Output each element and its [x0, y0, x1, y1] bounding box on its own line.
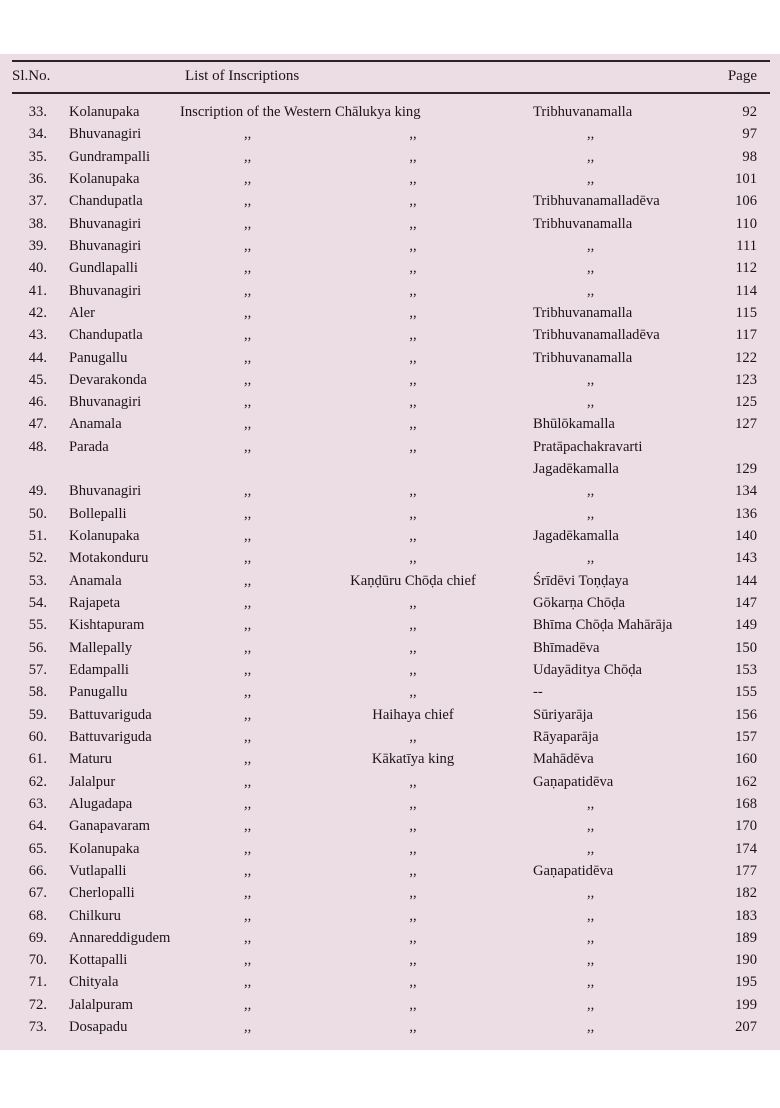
page-number: 136 — [735, 505, 757, 522]
serial-number: 71. — [28, 974, 47, 991]
dynasty: ,, — [409, 1019, 417, 1036]
serial-number: 53. — [28, 572, 47, 589]
ruler-name: ,, — [587, 952, 595, 969]
table-row — [0, 257, 780, 279]
place-name: Cherlopalli — [69, 885, 135, 902]
place-name: Vutlapalli — [69, 862, 127, 879]
header-list-of-inscriptions: List of Inscriptions — [185, 68, 300, 84]
dynasty: ,, — [409, 237, 417, 254]
ruler-name: Udayāditya Chōḍa — [533, 662, 643, 678]
serial-number: 40. — [28, 260, 47, 277]
page-number: 156 — [735, 706, 757, 723]
ruler-name: Tribhuvanamalladēva — [533, 193, 660, 210]
page-number: 177 — [735, 862, 757, 879]
dynasty: ,, — [409, 617, 417, 634]
ruler-name-continued: Jagadēkamalla — [533, 461, 619, 478]
page-number: 189 — [735, 929, 757, 946]
place-name: Panugallu — [69, 349, 128, 366]
ruler-name: ,, — [587, 929, 595, 946]
place-name: Chandupatla — [69, 327, 143, 344]
ruler-name: Bhīma Chōḍa Mahārāja — [533, 617, 673, 634]
serial-number: 67. — [28, 885, 47, 902]
serial-number: 52. — [28, 550, 47, 567]
place-name: Gundlapalli — [69, 260, 138, 277]
ruler-name: Bhūlōkamalla — [533, 416, 615, 433]
table-row — [0, 771, 780, 793]
page-number: 134 — [735, 483, 757, 500]
table-row — [0, 503, 780, 525]
ditto-mark: ,, — [244, 617, 252, 634]
place-name: Bhuvanagiri — [69, 483, 142, 500]
table-row — [0, 123, 780, 145]
ditto-mark: ,, — [244, 282, 252, 299]
ruler-name: ,, — [587, 505, 595, 522]
serial-number: 36. — [28, 170, 47, 187]
page-number: 182 — [735, 885, 757, 902]
dynasty: ,, — [409, 595, 417, 612]
page-number: 97 — [742, 126, 757, 143]
page-number: 149 — [735, 617, 757, 634]
page-number: 115 — [735, 304, 757, 321]
serial-number: 51. — [28, 528, 47, 545]
table-row — [0, 637, 780, 659]
ruler-name: Rāyaparāja — [533, 728, 599, 745]
place-name: Battuvariguda — [69, 728, 152, 745]
dynasty: ,, — [409, 840, 417, 857]
place-name: Motakonduru — [69, 550, 149, 567]
page-number: 112 — [735, 260, 757, 277]
serial-number: 44. — [28, 349, 47, 366]
ditto-mark: ,, — [244, 394, 252, 411]
ditto-mark: ,, — [244, 327, 252, 344]
page-number: 122 — [735, 349, 757, 366]
table-row — [0, 525, 780, 547]
table-row — [0, 815, 780, 837]
ruler-name: ,, — [587, 483, 595, 500]
table-row — [0, 905, 780, 927]
place-name: Mallepally — [69, 639, 133, 656]
ruler-name: Tribhuvanamalladēva — [533, 327, 660, 344]
serial-number: 73. — [28, 1019, 47, 1036]
serial-number: 33. — [28, 104, 47, 120]
serial-number: 58. — [28, 684, 47, 701]
ruler-name: Pratāpachakravarti — [533, 438, 643, 455]
place-name: Rajapeta — [69, 595, 121, 612]
serial-number: 50. — [28, 505, 47, 522]
table-row — [0, 704, 780, 726]
dynasty: Haihaya chief — [372, 706, 454, 723]
ruler-name: ,, — [587, 550, 595, 567]
table-row — [0, 480, 780, 502]
ruler-name: Śrīdēvi Toṇḍaya — [533, 572, 629, 589]
table-row — [0, 838, 780, 860]
ruler-name: Tribhuvanamalla — [533, 349, 633, 366]
place-name: Kishtapuram — [69, 617, 145, 634]
header-page: Page — [727, 68, 757, 84]
place-name: Bollepalli — [69, 505, 127, 522]
table-row — [0, 324, 780, 346]
dynasty: ,, — [409, 260, 417, 277]
page-number: 190 — [735, 952, 757, 969]
ruler-name: ,, — [587, 996, 595, 1013]
serial-number: 46. — [28, 394, 47, 411]
ditto-mark: ,, — [244, 662, 252, 678]
ditto-mark: ,, — [244, 885, 252, 902]
ditto-mark: ,, — [244, 595, 252, 612]
place-name: Jalalpur — [69, 773, 116, 790]
page-number: 98 — [742, 148, 757, 165]
dynasty: ,, — [409, 885, 417, 902]
ditto-mark: ,, — [244, 304, 252, 321]
serial-number: 41. — [28, 282, 47, 299]
serial-number: 35. — [28, 148, 47, 165]
table-row — [0, 146, 780, 168]
page-number: 147 — [735, 595, 757, 612]
page-number: 123 — [735, 371, 757, 388]
serial-number: 43. — [28, 327, 47, 344]
page-number: 207 — [735, 1019, 757, 1036]
serial-number: 64. — [28, 818, 47, 835]
serial-number: 39. — [28, 237, 47, 254]
table-row — [0, 547, 780, 569]
dynasty: ,, — [409, 438, 417, 455]
ruler-name: ,, — [587, 371, 595, 388]
page-number: 155 — [735, 684, 757, 701]
dynasty: ,, — [409, 818, 417, 835]
page-number: 114 — [735, 282, 757, 299]
table-row — [0, 592, 780, 614]
ditto-mark: ,, — [244, 215, 252, 232]
ruler-name: ,, — [587, 282, 595, 299]
dynasty: Kaṇḍūru Chōḍa chief — [350, 572, 476, 589]
page-number: 153 — [735, 662, 757, 678]
dynasty: ,, — [409, 282, 417, 299]
dynasty: ,, — [409, 929, 417, 946]
page-number: 157 — [735, 728, 757, 745]
ditto-mark: ,, — [244, 371, 252, 388]
place-name: Aler — [69, 304, 95, 321]
ditto-mark: ,, — [244, 572, 252, 589]
serial-number: 34. — [28, 126, 47, 143]
table-row — [0, 860, 780, 882]
table-row — [0, 949, 780, 971]
ruler-name: Sūriyarāja — [533, 706, 593, 723]
place-name: Chilkuru — [69, 907, 121, 924]
place-name: Jalalpuram — [69, 996, 134, 1013]
table-row — [0, 213, 780, 235]
ruler-name: -- — [533, 684, 543, 701]
table-row — [0, 391, 780, 413]
ruler-name: Gaṇapatidēva — [533, 773, 614, 790]
dynasty: ,, — [409, 304, 417, 321]
table-row — [0, 168, 780, 190]
ditto-mark: ,, — [244, 639, 252, 656]
dynasty: ,, — [409, 795, 417, 812]
ruler-name: Gaṇapatidēva — [533, 862, 614, 879]
inscription-description: Inscription of the Western Chālukya king — [180, 104, 421, 120]
page-number: 195 — [735, 974, 757, 991]
ruler-name: ,, — [587, 148, 595, 165]
place-name: Kolanupaka — [69, 528, 140, 545]
ruler-name: Gōkarṇa Chōḍa — [533, 595, 625, 612]
header-sl-no: Sl.No. — [12, 68, 51, 84]
serial-number: 56. — [28, 639, 47, 656]
ditto-mark: ,, — [244, 349, 252, 366]
dynasty: ,, — [409, 483, 417, 500]
table-row — [0, 302, 780, 324]
page-number: 143 — [735, 550, 757, 567]
place-name: Kolanupaka — [69, 104, 140, 120]
ruler-name: Tribhuvanamalla — [533, 104, 633, 120]
place-name: Panugallu — [69, 684, 128, 701]
serial-number: 61. — [28, 751, 47, 768]
serial-number: 48. — [28, 438, 47, 455]
serial-number: 37. — [28, 193, 47, 210]
serial-number: 68. — [28, 907, 47, 924]
ruler-name: ,, — [587, 974, 595, 991]
ditto-mark: ,, — [244, 528, 252, 545]
table-row — [0, 347, 780, 369]
ditto-mark: ,, — [244, 170, 252, 187]
table-row — [0, 994, 780, 1016]
serial-number: 65. — [28, 840, 47, 857]
place-name: Annareddigudem — [69, 929, 171, 946]
dynasty: ,, — [409, 349, 417, 366]
dynasty: ,, — [409, 505, 417, 522]
serial-number: 63. — [28, 795, 47, 812]
place-name: Anamala — [69, 416, 122, 433]
place-name: Alugadapa — [69, 795, 133, 812]
dynasty: ,, — [409, 639, 417, 656]
table-row — [0, 190, 780, 212]
place-name: Chandupatla — [69, 193, 143, 210]
table-row — [0, 681, 780, 703]
ruler-name: ,, — [587, 1019, 595, 1036]
table-row — [0, 413, 780, 435]
table-row — [0, 235, 780, 257]
place-name: Parada — [69, 438, 109, 455]
page-number: 127 — [735, 416, 757, 433]
dynasty: ,, — [409, 215, 417, 232]
dynasty: ,, — [409, 416, 417, 433]
place-name: Dosapadu — [69, 1019, 128, 1036]
table-row — [0, 570, 780, 592]
dynasty: ,, — [409, 126, 417, 143]
table-row — [0, 101, 780, 123]
serial-number: 54. — [28, 595, 47, 612]
table-row — [0, 280, 780, 302]
table-row — [0, 971, 780, 993]
ditto-mark: ,, — [244, 1019, 252, 1036]
ditto-mark: ,, — [244, 550, 252, 567]
page-number: 174 — [735, 840, 757, 857]
table-row — [0, 659, 780, 681]
page-number: 101 — [735, 170, 757, 187]
ditto-mark: ,, — [244, 505, 252, 522]
page-number: 183 — [735, 907, 757, 924]
dynasty: ,, — [409, 327, 417, 344]
ditto-mark: ,, — [244, 795, 252, 812]
ditto-mark: ,, — [244, 684, 252, 701]
ditto-mark: ,, — [244, 260, 252, 277]
ditto-mark: ,, — [244, 862, 252, 879]
ditto-mark: ,, — [244, 773, 252, 790]
page-number: 162 — [735, 773, 757, 790]
document-page — [0, 54, 780, 1050]
ruler-name: Jagadēkamalla — [533, 528, 619, 545]
serial-number: 69. — [28, 929, 47, 946]
ditto-mark: ,, — [244, 483, 252, 500]
page-number: 117 — [735, 327, 757, 344]
dynasty: ,, — [409, 684, 417, 701]
dynasty: ,, — [409, 371, 417, 388]
place-name: Kolanupaka — [69, 840, 140, 857]
dynasty: ,, — [409, 907, 417, 924]
place-name: Devarakonda — [69, 371, 147, 388]
ruler-name: ,, — [587, 885, 595, 902]
serial-number: 66. — [28, 862, 47, 879]
dynasty: ,, — [409, 862, 417, 879]
ditto-mark: ,, — [244, 907, 252, 924]
place-name: Chityala — [69, 974, 119, 991]
table-row — [0, 927, 780, 949]
ruler-name: ,, — [587, 170, 595, 187]
page-number: 106 — [735, 193, 757, 210]
table-row — [0, 793, 780, 815]
serial-number: 47. — [28, 416, 47, 433]
dynasty: ,, — [409, 773, 417, 790]
ditto-mark: ,, — [244, 818, 252, 835]
ditto-mark: ,, — [244, 193, 252, 210]
ditto-mark: ,, — [244, 751, 252, 768]
table-row — [0, 748, 780, 770]
ditto-mark: ,, — [244, 438, 252, 455]
serial-number: 60. — [28, 728, 47, 745]
ruler-name: ,, — [587, 840, 595, 857]
place-name: Kottapalli — [69, 952, 128, 969]
ditto-mark: ,, — [244, 952, 252, 969]
top-rule — [12, 60, 770, 62]
dynasty: ,, — [409, 728, 417, 745]
table-row — [0, 614, 780, 636]
place-name: Bhuvanagiri — [69, 215, 142, 232]
table-row — [0, 369, 780, 391]
place-name: Bhuvanagiri — [69, 126, 142, 143]
ruler-name: ,, — [587, 260, 595, 277]
dynasty: ,, — [409, 394, 417, 411]
place-name: Battuvariguda — [69, 706, 152, 723]
serial-number: 45. — [28, 371, 47, 388]
ditto-mark: ,, — [244, 416, 252, 433]
place-name: Maturu — [69, 751, 112, 768]
ruler-name: Mahādēva — [533, 751, 594, 768]
page-number: 160 — [735, 751, 757, 768]
serial-number: 49. — [28, 483, 47, 500]
page-number: 92 — [742, 104, 757, 120]
place-name: Gundrampalli — [69, 148, 151, 165]
page-number: 110 — [735, 215, 757, 232]
table-row — [0, 726, 780, 748]
page-number: 170 — [735, 818, 757, 835]
ruler-name: ,, — [587, 126, 595, 143]
page-number: 199 — [735, 996, 757, 1013]
serial-number: 42. — [28, 304, 47, 321]
page-number: 150 — [735, 639, 757, 656]
ditto-mark: ,, — [244, 237, 252, 254]
place-name: Bhuvanagiri — [69, 394, 142, 411]
dynasty: ,, — [409, 996, 417, 1013]
page-number: 144 — [735, 572, 757, 589]
ditto-mark: ,, — [244, 929, 252, 946]
table-row — [0, 882, 780, 904]
table-row — [0, 1016, 780, 1038]
ruler-name: ,, — [587, 237, 595, 254]
place-name: Edampalli — [69, 662, 129, 678]
ditto-mark: ,, — [244, 728, 252, 745]
ruler-name: Tribhuvanamalla — [533, 304, 633, 321]
page-number: 125 — [735, 394, 757, 411]
dynasty: ,, — [409, 148, 417, 165]
dynasty: ,, — [409, 952, 417, 969]
ditto-mark: ,, — [244, 840, 252, 857]
place-name: Bhuvanagiri — [69, 237, 142, 254]
place-name: Anamala — [69, 572, 122, 589]
ditto-mark: ,, — [244, 974, 252, 991]
serial-number: 70. — [28, 952, 47, 969]
page-number: 168 — [735, 795, 757, 812]
table-row — [0, 436, 780, 458]
dynasty: Kākatīya king — [371, 751, 455, 768]
serial-number: 72. — [28, 996, 47, 1013]
place-name: Bhuvanagiri — [69, 282, 142, 299]
ruler-name: ,, — [587, 907, 595, 924]
ruler-name: ,, — [587, 394, 595, 411]
dynasty: ,, — [409, 193, 417, 210]
serial-number: 55. — [28, 617, 47, 634]
place-name: Kolanupaka — [69, 170, 140, 187]
serial-number: 57. — [28, 662, 47, 678]
ditto-mark: ,, — [244, 148, 252, 165]
ditto-mark: ,, — [244, 996, 252, 1013]
dynasty: ,, — [409, 974, 417, 991]
dynasty: ,, — [409, 170, 417, 187]
serial-number: 38. — [28, 215, 47, 232]
ruler-name: Tribhuvanamalla — [533, 215, 633, 232]
place-name: Ganapavaram — [69, 818, 151, 835]
ditto-mark: ,, — [244, 126, 252, 143]
page-number: 129 — [735, 461, 757, 478]
page-number: 111 — [736, 237, 757, 254]
ditto-mark: ,, — [244, 706, 252, 723]
ruler-name: ,, — [587, 795, 595, 812]
dynasty: ,, — [409, 662, 417, 678]
serial-number: 59. — [28, 706, 47, 723]
dynasty: ,, — [409, 550, 417, 567]
ruler-name: ,, — [587, 818, 595, 835]
page-number: 140 — [735, 528, 757, 545]
header-rule — [12, 92, 770, 94]
ruler-name: Bhīmadēva — [533, 639, 600, 656]
table-row — [0, 458, 780, 480]
serial-number: 62. — [28, 773, 47, 790]
dynasty: ,, — [409, 528, 417, 545]
